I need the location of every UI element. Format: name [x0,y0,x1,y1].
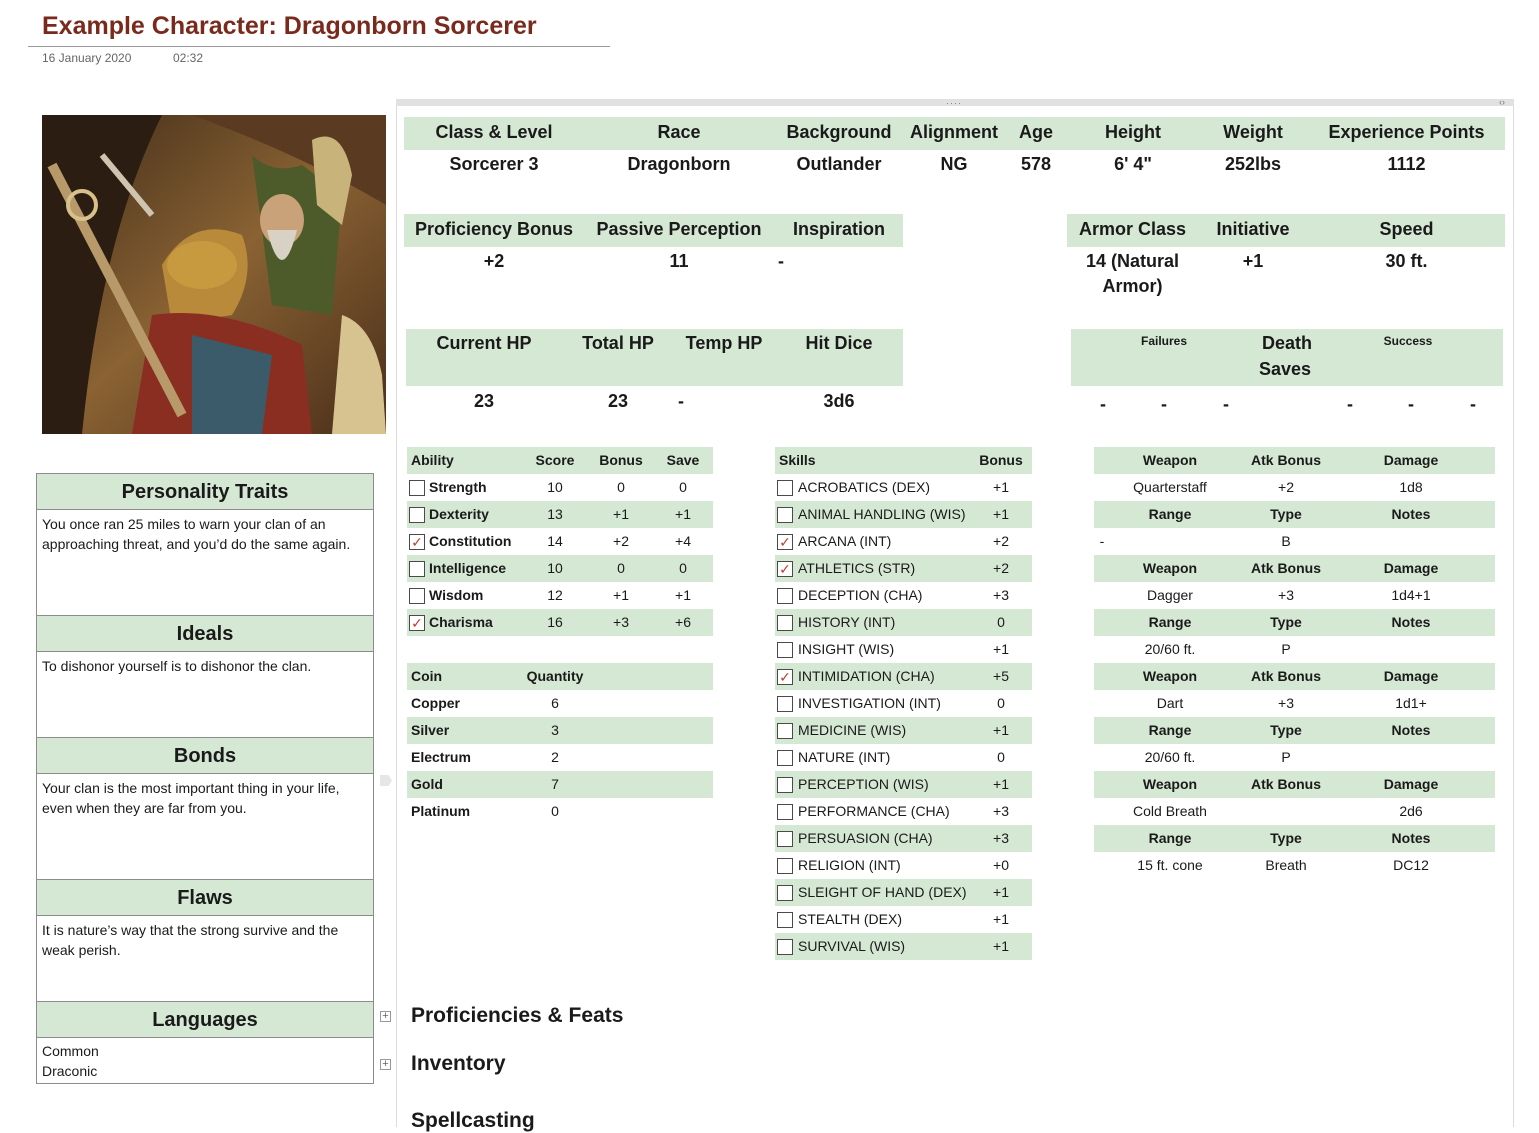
failures-label: Failures [1140,334,1188,348]
skill-bonus[interactable]: +1 [993,479,1009,495]
weapon-row [1094,474,1495,501]
coin-quantity[interactable]: 0 [551,803,559,819]
skill-name: ACROBATICS (DEX) [798,479,930,495]
experience-header: Experience Points [1328,122,1485,142]
proficiency-checkbox[interactable] [777,885,793,901]
death-save-success[interactable]: - [1408,394,1414,414]
skill-name: PERFORMANCE (CHA) [798,803,950,819]
weapon-header-row [1094,447,1495,474]
coin-name: Electrum [411,749,471,765]
height-value[interactable]: 6' 4" [1114,154,1152,174]
flaws-text[interactable]: It is nature’s way that the strong survive and the weak perish. [42,922,339,958]
death-save-failure[interactable]: - [1223,394,1229,414]
bonds-text[interactable]: Your clan is the most important thing in your life, even when they are far from you. [42,780,340,816]
weapon-name[interactable]: Quarterstaff [1133,479,1207,495]
paragraph-handle-icon[interactable] [380,775,392,786]
proficiency-checkbox[interactable] [777,912,793,928]
proficiency-checkbox[interactable] [777,588,793,604]
damage-col-header: Damage [1383,776,1439,792]
class-level-header: Class & Level [435,122,553,142]
skill-bonus[interactable]: +3 [993,803,1009,819]
table-row [775,879,1032,906]
expand-icon[interactable]: + [380,1059,391,1070]
table-row [775,582,1032,609]
skill-name: ATHLETICS (STR) [798,560,916,576]
skill-name: DECEPTION (CHA) [798,587,923,603]
score-col-header: Score [535,452,575,468]
skill-name: SLEIGHT OF HAND (DEX) [798,884,967,900]
success-label: Success [1383,334,1433,348]
page-title: Example Character: Dragonborn Sorcerer [42,12,537,40]
proficiency-checkbox[interactable]: ✓ [777,534,793,550]
proficiency-checkbox[interactable] [777,615,793,631]
skill-bonus[interactable]: 0 [997,749,1005,765]
languages-heading: Languages [37,1002,373,1038]
weapon-notes[interactable] [1356,636,1466,663]
skill-name: MEDICINE (WIS) [798,722,907,738]
weapon-row [1094,582,1495,609]
range-row [1094,852,1495,879]
ability-bonus[interactable]: 0 [617,479,625,495]
skill-bonus-col-header: Bonus [979,452,1023,468]
ability-bonus[interactable]: +1 [613,506,629,522]
table-row [407,690,713,717]
skill-name: STEALTH (DEX) [798,911,902,927]
range-col-header: Range [1148,830,1192,846]
weapon-col-header: Weapon [1142,668,1198,684]
damage-col-header: Damage [1383,452,1439,468]
speed-value[interactable]: 30 ft. [1385,251,1428,271]
weapon-atk-bonus[interactable]: +3 [1278,695,1294,711]
temp-hp-value[interactable]: - [678,391,684,411]
weapon-col-header: Weapon [1142,452,1198,468]
ability-save[interactable]: +1 [675,506,691,522]
ability-save[interactable]: +1 [675,587,691,603]
range-row [1094,636,1495,663]
drag-handle-icon[interactable]: ···· [946,98,962,108]
death-save-success[interactable]: - [1470,394,1476,414]
skill-name: INTIMIDATION (CHA) [798,668,935,684]
skill-bonus[interactable]: +1 [993,938,1009,954]
weight-header: Weight [1223,122,1283,142]
range-col-header: Range [1148,614,1192,630]
weapon-range[interactable]: 15 ft. cone [1137,857,1203,873]
skill-bonus[interactable]: 0 [997,695,1005,711]
coin-quantity[interactable]: 7 [551,776,559,792]
ability-save[interactable]: +6 [675,614,691,630]
death-save-success[interactable]: - [1347,394,1353,414]
notes-col-header: Notes [1391,614,1431,630]
proficiency-checkbox[interactable] [777,507,793,523]
proficiency-checkbox[interactable] [409,507,425,523]
damage-col-header: Damage [1383,560,1439,576]
coin-name: Platinum [411,803,471,819]
weapon-name[interactable]: Dagger [1147,587,1193,603]
title-divider [28,46,610,47]
skills-header-row [775,447,1032,474]
proficiency-checkbox[interactable] [777,858,793,874]
range-row [1094,744,1495,771]
skill-bonus[interactable]: +1 [993,884,1009,900]
bonds-box [36,737,374,880]
language-item: Common [42,1043,99,1059]
type-col-header: Type [1270,830,1302,846]
weapon-type[interactable]: B [1281,533,1291,549]
proficiencies-feats-heading[interactable]: Proficiencies & Feats [411,1004,624,1027]
languages-box [36,1001,374,1084]
atk-bonus-col-header: Atk Bonus [1251,452,1321,468]
range-row [1094,528,1495,555]
hit-dice-header: Hit Dice [805,333,873,353]
table-row [775,933,1032,960]
notes-col-header: Notes [1391,722,1431,738]
proficiency-value[interactable]: +2 [483,251,505,271]
page-date: 16 January 2020 [42,51,132,65]
skill-bonus[interactable]: +1 [993,776,1009,792]
table-row [775,474,1032,501]
ability-save[interactable]: +4 [675,533,691,549]
proficiency-checkbox[interactable] [409,561,425,577]
proficiency-checkbox[interactable]: ✓ [777,561,793,577]
weight-value[interactable]: 252lbs [1224,154,1282,174]
proficiency-checkbox[interactable] [409,588,425,604]
skill-name: HISTORY (INT) [798,614,896,630]
ability-name: Strength [429,479,487,495]
passive-perception-header: Passive Perception [596,219,762,239]
proficiency-checkbox[interactable] [777,939,793,955]
table-row [407,744,713,771]
flaws-heading: Flaws [37,880,373,916]
ability-score[interactable]: 16 [547,614,563,630]
experience-value[interactable]: 1112 [1387,154,1426,174]
atk-bonus-col-header: Atk Bonus [1251,560,1321,576]
coin-quantity[interactable]: 2 [551,749,559,765]
skill-name: NATURE (INT) [798,749,891,765]
table-row [407,501,713,528]
damage-col-header: Damage [1383,668,1439,684]
ability-bonus[interactable]: +3 [613,614,629,630]
ability-score[interactable]: 13 [547,506,563,522]
coin-quantity[interactable]: 6 [551,695,559,711]
languages-text[interactable] [37,1038,373,1085]
ideals-box [36,615,374,738]
table-row [407,609,713,636]
ability-bonus[interactable]: +2 [613,533,629,549]
table-row [775,825,1032,852]
skill-bonus[interactable]: +1 [993,641,1009,657]
weapon-range[interactable]: 20/60 ft. [1144,641,1196,657]
resize-arrows-icon[interactable]: ‹› [1499,97,1505,107]
weapon-damage[interactable]: 1d8 [1399,479,1423,495]
weapon-range[interactable]: - [1099,533,1105,549]
weapon-notes[interactable] [1356,744,1466,771]
expand-icon[interactable]: + [380,1011,391,1022]
table-row [775,501,1032,528]
background-header: Background [786,122,892,142]
passive-perception-value[interactable]: 11 [669,251,689,271]
table-row [407,717,713,744]
personality-traits-text[interactable]: You once ran 25 miles to warn your clan of an approaching threat, and you’d do the same again. [42,516,351,552]
coin-name: Copper [411,695,460,711]
type-col-header: Type [1270,614,1302,630]
armor-class-value[interactable]: 14 (Natural [1085,251,1180,271]
ability-col-header: Ability [411,452,454,468]
ability-bonus[interactable]: +1 [613,587,629,603]
type-col-header: Type [1270,722,1302,738]
table-row [775,690,1032,717]
weapon-atk-bonus[interactable] [1236,798,1336,825]
total-hp-header: Total HP [582,333,654,353]
table-row [407,798,713,825]
ability-score[interactable]: 14 [547,533,563,549]
skill-name: SURVIVAL (WIS) [798,938,906,954]
table-row [775,663,1032,690]
initiative-value[interactable]: +1 [1242,251,1264,271]
speed-header: Speed [1379,219,1434,239]
proficiency-checkbox[interactable]: ✓ [409,534,425,550]
total-hp-value[interactable]: 23 [607,391,629,411]
proficiency-checkbox[interactable] [777,777,793,793]
death-saves-title: Death [1261,333,1312,353]
table-row [407,582,713,609]
death-save-failure[interactable]: - [1100,394,1106,414]
personality-traits-heading: Personality Traits [37,474,373,510]
weapon-col-header: Weapon [1142,560,1198,576]
skill-bonus[interactable]: +3 [993,830,1009,846]
weapon-notes[interactable] [1356,528,1466,555]
weapon-damage[interactable]: 2d6 [1399,803,1423,819]
temp-hp-header: Temp HP [685,333,763,353]
skill-bonus[interactable]: +1 [993,506,1009,522]
type-col-header: Type [1270,506,1302,522]
weapon-name[interactable]: Dart [1156,695,1184,711]
ability-name: Constitution [429,533,512,549]
table-row [775,636,1032,663]
skill-bonus[interactable]: 0 [997,614,1005,630]
inspiration-value[interactable]: - [778,251,784,271]
weapon-damage[interactable]: 1d1+ [1395,695,1427,711]
inventory-heading[interactable]: Inventory [411,1052,506,1075]
character-portrait [42,115,386,434]
coins-header-row [407,663,713,690]
page-time: 02:32 [173,51,204,65]
proficiency-checkbox[interactable] [409,480,425,496]
quantity-col-header: Quantity [526,668,584,684]
table-row [775,609,1032,636]
armor-class-header: Armor Class [1078,219,1187,239]
skill-bonus[interactable]: +3 [993,587,1009,603]
skill-name: RELIGION (INT) [798,857,901,873]
skill-bonus[interactable]: +1 [993,911,1009,927]
personality-traits-box [36,473,374,616]
table-row [407,474,713,501]
proficiency-checkbox[interactable] [777,642,793,658]
skill-name: INSIGHT (WIS) [798,641,895,657]
weapon-range[interactable]: 20/60 ft. [1144,749,1196,765]
language-item: Draconic [42,1063,98,1079]
proficiency-checkbox[interactable]: ✓ [409,615,425,631]
table-row [775,744,1032,771]
table-row [775,771,1032,798]
background-value[interactable]: Outlander [796,154,882,174]
ability-score[interactable]: 10 [547,479,563,495]
coin-quantity[interactable]: 3 [551,722,559,738]
range-col-header: Range [1148,722,1192,738]
death-saves-title-cont: Saves [1258,359,1312,379]
skill-name: PERSUASION (CHA) [798,830,933,846]
class-level-value[interactable]: Sorcerer 3 [449,154,539,174]
bonds-heading: Bonds [37,738,373,774]
save-col-header: Save [666,452,700,468]
weapon-col-header: Weapon [1142,776,1198,792]
ability-name: Wisdom [429,587,484,603]
container-border [396,106,397,1127]
atk-bonus-col-header: Atk Bonus [1251,776,1321,792]
proficiency-header: Proficiency Bonus [414,219,574,239]
proficiency-checkbox[interactable] [777,696,793,712]
skill-name: PERCEPTION (WIS) [798,776,929,792]
table-row [775,906,1032,933]
table-row [775,852,1032,879]
current-hp-header: Current HP [436,333,532,353]
coin-col-header: Coin [411,668,443,684]
race-header: Race [657,122,701,142]
weapon-type[interactable]: Breath [1265,857,1307,873]
weapon-atk-bonus[interactable]: +2 [1278,479,1294,495]
ability-save[interactable]: 0 [679,560,687,576]
skill-name: ANIMAL HANDLING (WIS) [798,506,966,522]
race-value[interactable]: Dragonborn [627,154,731,174]
ability-name: Dexterity [429,506,489,522]
skill-bonus[interactable]: +5 [993,668,1009,684]
weapon-header-row [1094,771,1495,798]
proficiency-checkbox[interactable] [777,480,793,496]
weapon-type[interactable]: P [1281,641,1291,657]
skill-bonus[interactable]: +0 [993,857,1009,873]
death-save-failure[interactable]: - [1161,394,1167,414]
table-row [407,771,713,798]
table-row [775,798,1032,825]
range-header-row [1094,825,1495,852]
weapon-row [1094,690,1495,717]
proficiency-checkbox[interactable] [777,804,793,820]
weapon-row [1094,798,1495,825]
armor-class-value-cont[interactable]: Armor) [1102,276,1163,296]
inspiration-header: Inspiration [792,219,885,239]
current-hp-value[interactable]: 23 [473,391,495,411]
bonus-col-header: Bonus [599,452,643,468]
coin-name: Silver [411,722,450,738]
notes-col-header: Notes [1391,506,1431,522]
ability-save[interactable]: 0 [679,479,687,495]
weapon-name[interactable]: Cold Breath [1133,803,1207,819]
skill-name: INVESTIGATION (INT) [798,695,941,711]
range-header-row [1094,717,1495,744]
notes-col-header: Notes [1391,830,1431,846]
weapon-header-row [1094,555,1495,582]
table-row [775,555,1032,582]
atk-bonus-col-header: Atk Bonus [1251,668,1321,684]
age-header: Age [1018,122,1053,142]
hit-dice-value[interactable]: 3d6 [823,391,855,411]
age-value[interactable]: 578 [1020,154,1052,174]
skill-bonus[interactable]: +2 [993,560,1009,576]
weapon-damage[interactable]: 1d4+1 [1391,587,1431,603]
alignment-header: Alignment [910,122,998,142]
skill-name: ARCANA (INT) [798,533,892,549]
ideals-heading: Ideals [37,616,373,652]
abilities-header-row [407,447,713,474]
ability-name: Charisma [429,614,493,630]
ability-bonus[interactable]: 0 [617,560,625,576]
initiative-header: Initiative [1216,219,1290,239]
ability-score[interactable]: 12 [547,587,563,603]
proficiency-checkbox[interactable] [777,750,793,766]
skill-bonus[interactable]: +1 [993,722,1009,738]
proficiency-checkbox[interactable] [777,723,793,739]
skills-col-header: Skills [779,452,816,468]
range-col-header: Range [1148,506,1192,522]
range-header-row [1094,501,1495,528]
proficiency-checkbox[interactable] [777,831,793,847]
alignment-value[interactable]: NG [940,154,968,174]
weapon-atk-bonus[interactable]: +3 [1278,587,1294,603]
table-row [775,528,1032,555]
weapon-type[interactable]: P [1281,749,1291,765]
table-row [775,717,1032,744]
proficiency-checkbox[interactable]: ✓ [777,669,793,685]
spellcasting-heading[interactable]: Spellcasting [411,1109,535,1132]
ability-score[interactable]: 10 [547,560,563,576]
ability-name: Intelligence [429,560,507,576]
skill-bonus[interactable]: +2 [993,533,1009,549]
coin-name: Gold [411,776,443,792]
weapon-header-row [1094,663,1495,690]
weapon-notes[interactable]: DC12 [1393,857,1429,873]
ideals-text[interactable]: To dishonor yourself is to dishonor the clan. [42,658,312,674]
table-row [407,528,713,555]
flaws-box [36,879,374,1002]
height-header: Height [1105,122,1161,142]
table-row [407,555,713,582]
container-border [1513,106,1514,1127]
range-header-row [1094,609,1495,636]
